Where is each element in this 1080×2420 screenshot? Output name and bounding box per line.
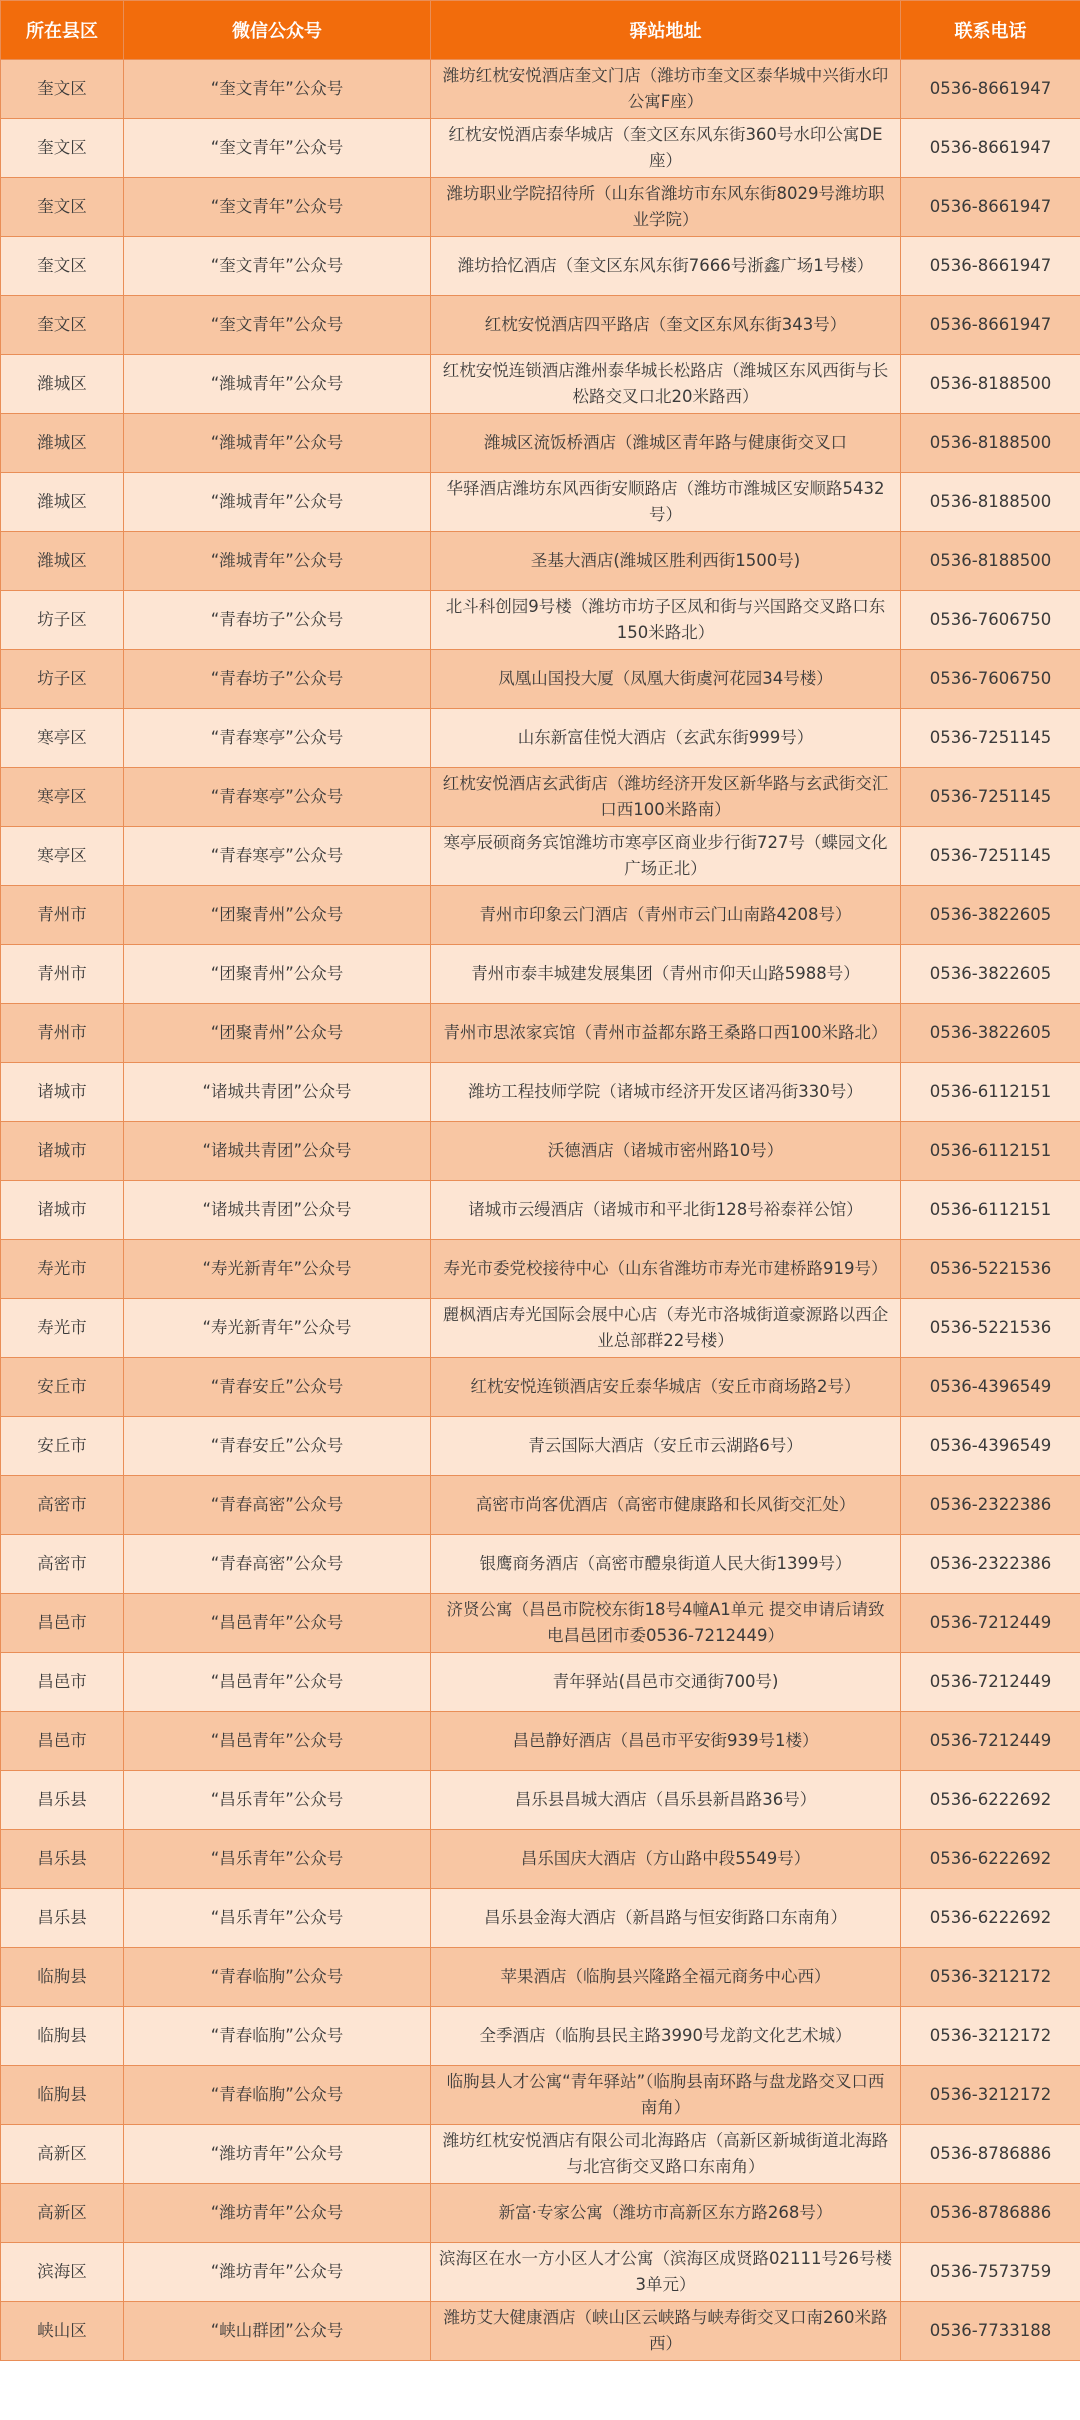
table-row [1, 1476, 1080, 1535]
address-cell: 青州市泰丰城建发展集团（青州市仰天山路5988号） [431, 945, 901, 1004]
table-row [1, 1299, 1080, 1358]
table-row [1, 1122, 1080, 1181]
phone-cell: 0536-4396549 [901, 1358, 1080, 1417]
phone-cell: 0536-7212449 [901, 1653, 1080, 1712]
address-cell: 寒亭辰硕商务宾馆潍坊市寒亭区商业步行街727号（蝶园文化广场正北） [431, 827, 901, 886]
district-cell: 峡山区 [1, 2302, 124, 2361]
address-cell: 红枕安悦酒店四平路店（奎文区东风东街343号） [431, 296, 901, 355]
address-cell: 潍坊艾大健康酒店（峡山区云峡路与峡寿街交叉口南260米路西） [431, 2302, 901, 2361]
wechat-account-cell: “奎文青年”公众号 [124, 119, 431, 178]
phone-cell: 0536-7606750 [901, 650, 1080, 709]
district-cell: 寒亭区 [1, 709, 124, 768]
district-cell: 坊子区 [1, 591, 124, 650]
phone-cell: 0536-8661947 [901, 178, 1080, 237]
phone-cell: 0536-3822605 [901, 1004, 1080, 1063]
table-row [1, 355, 1080, 414]
district-cell: 奎文区 [1, 60, 124, 119]
phone-cell: 0536-8188500 [901, 532, 1080, 591]
phone-cell: 0536-7606750 [901, 591, 1080, 650]
wechat-account-cell: “奎文青年”公众号 [124, 296, 431, 355]
address-cell: 昌乐国庆大酒店（方山路中段5549号） [431, 1830, 901, 1889]
phone-cell: 0536-7251145 [901, 709, 1080, 768]
address-cell: 凤凰山国投大厦（凤凰大街虞河花园34号楼） [431, 650, 901, 709]
wechat-account-cell: “寿光新青年”公众号 [124, 1299, 431, 1358]
address-cell: 新富·专家公寓（潍坊市高新区东方路268号） [431, 2184, 901, 2243]
district-cell: 潍城区 [1, 355, 124, 414]
table-row [1, 1358, 1080, 1417]
table-row [1, 709, 1080, 768]
district-cell: 诸城市 [1, 1181, 124, 1240]
phone-cell: 0536-8661947 [901, 60, 1080, 119]
wechat-account-cell: “团聚青州”公众号 [124, 945, 431, 1004]
district-cell: 潍城区 [1, 414, 124, 473]
table-row [1, 2302, 1080, 2361]
phone-cell: 0536-8188500 [901, 473, 1080, 532]
table-header-row [1, 1, 1080, 60]
phone-cell: 0536-4396549 [901, 1417, 1080, 1476]
address-cell: 圣基大酒店(潍城区胜利西街1500号) [431, 532, 901, 591]
address-cell: 昌乐县昌城大酒店（昌乐县新昌路36号） [431, 1771, 901, 1830]
district-cell: 诸城市 [1, 1063, 124, 1122]
header-station-address: 驿站地址 [431, 1, 901, 60]
address-cell: 滨海区在水一方小区人才公寓（滨海区成贤路02111号26号楼3单元） [431, 2243, 901, 2302]
table-row [1, 591, 1080, 650]
phone-cell: 0536-7573759 [901, 2243, 1080, 2302]
district-cell: 昌邑市 [1, 1594, 124, 1653]
wechat-account-cell: “潍城青年”公众号 [124, 473, 431, 532]
district-cell: 临朐县 [1, 1948, 124, 2007]
table-row [1, 768, 1080, 827]
address-cell: 红枕安悦连锁酒店潍州泰华城长松路店（潍城区东风西街与长松路交叉口北20米路西） [431, 355, 901, 414]
table-row [1, 178, 1080, 237]
district-cell: 高密市 [1, 1535, 124, 1594]
wechat-account-cell: “青春坊子”公众号 [124, 591, 431, 650]
wechat-account-cell: “青春寒亭”公众号 [124, 709, 431, 768]
wechat-account-cell: “诸城共青团”公众号 [124, 1181, 431, 1240]
wechat-account-cell: “青春临朐”公众号 [124, 2066, 431, 2125]
district-cell: 奎文区 [1, 119, 124, 178]
phone-cell: 0536-8786886 [901, 2125, 1080, 2184]
phone-cell: 0536-8188500 [901, 414, 1080, 473]
wechat-account-cell: “诸城共青团”公众号 [124, 1063, 431, 1122]
district-cell: 寿光市 [1, 1299, 124, 1358]
district-cell: 滨海区 [1, 2243, 124, 2302]
district-cell: 昌邑市 [1, 1653, 124, 1712]
table-row [1, 1771, 1080, 1830]
wechat-account-cell: “潍坊青年”公众号 [124, 2243, 431, 2302]
district-cell: 高密市 [1, 1476, 124, 1535]
table-row [1, 1240, 1080, 1299]
phone-cell: 0536-7212449 [901, 1712, 1080, 1771]
district-cell: 潍城区 [1, 473, 124, 532]
table-row [1, 2243, 1080, 2302]
district-cell: 高新区 [1, 2125, 124, 2184]
wechat-account-cell: “诸城共青团”公众号 [124, 1122, 431, 1181]
header-phone: 联系电话 [901, 1, 1080, 60]
district-cell: 青州市 [1, 945, 124, 1004]
wechat-account-cell: “潍城青年”公众号 [124, 414, 431, 473]
table-row [1, 237, 1080, 296]
phone-cell: 0536-2322386 [901, 1476, 1080, 1535]
table-row [1, 414, 1080, 473]
table-row [1, 119, 1080, 178]
district-cell: 昌邑市 [1, 1712, 124, 1771]
address-cell: 全季酒店（临朐县民主路3990号龙韵文化艺术城） [431, 2007, 901, 2066]
phone-cell: 0536-6222692 [901, 1830, 1080, 1889]
district-cell: 坊子区 [1, 650, 124, 709]
wechat-account-cell: “青春安丘”公众号 [124, 1358, 431, 1417]
table-row [1, 473, 1080, 532]
table-row [1, 1830, 1080, 1889]
district-cell: 青州市 [1, 886, 124, 945]
phone-cell: 0536-8786886 [901, 2184, 1080, 2243]
address-cell: 北斗科创园9号楼（潍坊市坊子区凤和街与兴国路交叉路口东150米路北） [431, 591, 901, 650]
address-cell: 寿光市委党校接待中心（山东省潍坊市寿光市建桥路919号） [431, 1240, 901, 1299]
address-cell: 沃德酒店（诸城市密州路10号） [431, 1122, 901, 1181]
wechat-account-cell: “昌乐青年”公众号 [124, 1771, 431, 1830]
district-cell: 昌乐县 [1, 1830, 124, 1889]
wechat-account-cell: “潍坊青年”公众号 [124, 2125, 431, 2184]
address-cell: 华驿酒店潍坊东风西街安顺路店（潍坊市潍城区安顺路5432号） [431, 473, 901, 532]
phone-cell: 0536-5221536 [901, 1299, 1080, 1358]
wechat-account-cell: “潍坊青年”公众号 [124, 2184, 431, 2243]
district-cell: 安丘市 [1, 1358, 124, 1417]
wechat-account-cell: “青春临朐”公众号 [124, 2007, 431, 2066]
table-row [1, 1889, 1080, 1948]
table-row [1, 1417, 1080, 1476]
phone-cell: 0536-6112151 [901, 1122, 1080, 1181]
phone-cell: 0536-3212172 [901, 1948, 1080, 2007]
address-cell: 麗枫酒店寿光国际会展中心店（寿光市洛城街道豪源路以西企业总部群22号楼） [431, 1299, 901, 1358]
phone-cell: 0536-2322386 [901, 1535, 1080, 1594]
phone-cell: 0536-6222692 [901, 1771, 1080, 1830]
phone-cell: 0536-7251145 [901, 827, 1080, 886]
phone-cell: 0536-7212449 [901, 1594, 1080, 1653]
phone-cell: 0536-8188500 [901, 355, 1080, 414]
wechat-account-cell: “团聚青州”公众号 [124, 1004, 431, 1063]
district-cell: 寒亭区 [1, 768, 124, 827]
wechat-account-cell: “昌乐青年”公众号 [124, 1830, 431, 1889]
table-row [1, 2066, 1080, 2125]
wechat-account-cell: “青春高密”公众号 [124, 1535, 431, 1594]
district-cell: 奎文区 [1, 296, 124, 355]
wechat-account-cell: “青春寒亭”公众号 [124, 768, 431, 827]
address-cell: 潍坊拾忆酒店（奎文区东风东街7666号浙鑫广场1号楼） [431, 237, 901, 296]
phone-cell: 0536-6112151 [901, 1181, 1080, 1240]
wechat-account-cell: “潍城青年”公众号 [124, 532, 431, 591]
header-district: 所在县区 [1, 1, 124, 60]
wechat-account-cell: “昌邑青年”公众号 [124, 1653, 431, 1712]
phone-cell: 0536-3822605 [901, 945, 1080, 1004]
phone-cell: 0536-6112151 [901, 1063, 1080, 1122]
wechat-account-cell: “青春安丘”公众号 [124, 1417, 431, 1476]
address-cell: 青云国际大酒店（安丘市云湖路6号） [431, 1417, 901, 1476]
wechat-account-cell: “昌邑青年”公众号 [124, 1712, 431, 1771]
district-cell: 高新区 [1, 2184, 124, 2243]
wechat-account-cell: “青春寒亭”公众号 [124, 827, 431, 886]
address-cell: 红枕安悦连锁酒店安丘泰华城店（安丘市商场路2号） [431, 1358, 901, 1417]
table-row [1, 1594, 1080, 1653]
table-row [1, 1948, 1080, 2007]
table-row [1, 532, 1080, 591]
address-cell: 青州市印象云门酒店（青州市云门山南路4208号） [431, 886, 901, 945]
phone-cell: 0536-8661947 [901, 237, 1080, 296]
address-cell: 潍坊红枕安悦酒店有限公司北海路店（高新区新城街道北海路与北宫街交叉路口东南角） [431, 2125, 901, 2184]
table-row [1, 2007, 1080, 2066]
district-cell: 寿光市 [1, 1240, 124, 1299]
table-body [1, 60, 1080, 2361]
phone-cell: 0536-6222692 [901, 1889, 1080, 1948]
wechat-account-cell: “奎文青年”公众号 [124, 237, 431, 296]
table-row [1, 1181, 1080, 1240]
district-cell: 安丘市 [1, 1417, 124, 1476]
address-cell: 高密市尚客优酒店（高密市健康路和长风街交汇处） [431, 1476, 901, 1535]
district-cell: 奎文区 [1, 237, 124, 296]
address-cell: 诸城市云缦酒店（诸城市和平北街128号裕泰祥公馆） [431, 1181, 901, 1240]
phone-cell: 0536-7251145 [901, 768, 1080, 827]
table-row [1, 827, 1080, 886]
wechat-account-cell: “团聚青州”公众号 [124, 886, 431, 945]
wechat-account-cell: “奎文青年”公众号 [124, 178, 431, 237]
wechat-account-cell: “昌邑青年”公众号 [124, 1594, 431, 1653]
address-cell: 青年驿站(昌邑市交通街700号) [431, 1653, 901, 1712]
wechat-account-cell: “峡山群团”公众号 [124, 2302, 431, 2361]
wechat-account-cell: “青春高密”公众号 [124, 1476, 431, 1535]
header-wechat-account: 微信公众号 [124, 1, 431, 60]
address-cell: 苹果酒店（临朐县兴隆路全福元商务中心西） [431, 1948, 901, 2007]
table-row [1, 1063, 1080, 1122]
address-cell: 临朐县人才公寓“青年驿站”（临朐县南环路与盘龙路交叉口西南角） [431, 2066, 901, 2125]
table-row [1, 945, 1080, 1004]
table-row [1, 886, 1080, 945]
wechat-account-cell: “昌乐青年”公众号 [124, 1889, 431, 1948]
phone-cell: 0536-5221536 [901, 1240, 1080, 1299]
address-cell: 潍城区流饭桥酒店（潍城区青年路与健康街交叉口 [431, 414, 901, 473]
phone-cell: 0536-7733188 [901, 2302, 1080, 2361]
phone-cell: 0536-3822605 [901, 886, 1080, 945]
phone-cell: 0536-3212172 [901, 2066, 1080, 2125]
address-cell: 潍坊红枕安悦酒店奎文门店（潍坊市奎文区泰华城中兴街水印公寓F座） [431, 60, 901, 119]
district-cell: 青州市 [1, 1004, 124, 1063]
address-cell: 昌邑静好酒店（昌邑市平安街939号1楼） [431, 1712, 901, 1771]
district-cell: 奎文区 [1, 178, 124, 237]
phone-cell: 0536-3212172 [901, 2007, 1080, 2066]
district-cell: 昌乐县 [1, 1889, 124, 1948]
district-cell: 寒亭区 [1, 827, 124, 886]
address-cell: 济贤公寓（昌邑市院校东街18号4幢A1单元 提交申请后请致电昌邑团市委0536-7212449） [431, 1594, 901, 1653]
wechat-account-cell: “青春临朐”公众号 [124, 1948, 431, 2007]
table-row [1, 296, 1080, 355]
address-cell: 青州市思浓家宾馆（青州市益都东路王桑路口西100米路北） [431, 1004, 901, 1063]
address-cell: 昌乐县金海大酒店（新昌路与恒安街路口东南角） [431, 1889, 901, 1948]
table-row [1, 60, 1080, 119]
table-row [1, 2184, 1080, 2243]
district-cell: 临朐县 [1, 2007, 124, 2066]
address-cell: 山东新富佳悦大酒店（玄武东街999号） [431, 709, 901, 768]
wechat-account-cell: “寿光新青年”公众号 [124, 1240, 431, 1299]
phone-cell: 0536-8661947 [901, 296, 1080, 355]
table-row [1, 1004, 1080, 1063]
wechat-account-cell: “潍城青年”公众号 [124, 355, 431, 414]
district-cell: 潍城区 [1, 532, 124, 591]
table-row [1, 1535, 1080, 1594]
district-cell: 诸城市 [1, 1122, 124, 1181]
table-row [1, 1653, 1080, 1712]
address-cell: 红枕安悦酒店玄武街店（潍坊经济开发区新华路与玄武街交汇口西100米路南） [431, 768, 901, 827]
wechat-account-cell: “青春坊子”公众号 [124, 650, 431, 709]
phone-cell: 0536-8661947 [901, 119, 1080, 178]
table-row [1, 1712, 1080, 1771]
district-cell: 临朐县 [1, 2066, 124, 2125]
table-row [1, 2125, 1080, 2184]
address-cell: 银鹰商务酒店（高密市醴泉街道人民大街1399号） [431, 1535, 901, 1594]
table-row [1, 650, 1080, 709]
address-cell: 潍坊职业学院招待所（山东省潍坊市东风东街8029号潍坊职业学院） [431, 178, 901, 237]
district-cell: 昌乐县 [1, 1771, 124, 1830]
address-cell: 潍坊工程技师学院（诸城市经济开发区诸冯街330号） [431, 1063, 901, 1122]
wechat-account-cell: “奎文青年”公众号 [124, 60, 431, 119]
address-cell: 红枕安悦酒店泰华城店（奎文区东风东街360号水印公寓DE座） [431, 119, 901, 178]
